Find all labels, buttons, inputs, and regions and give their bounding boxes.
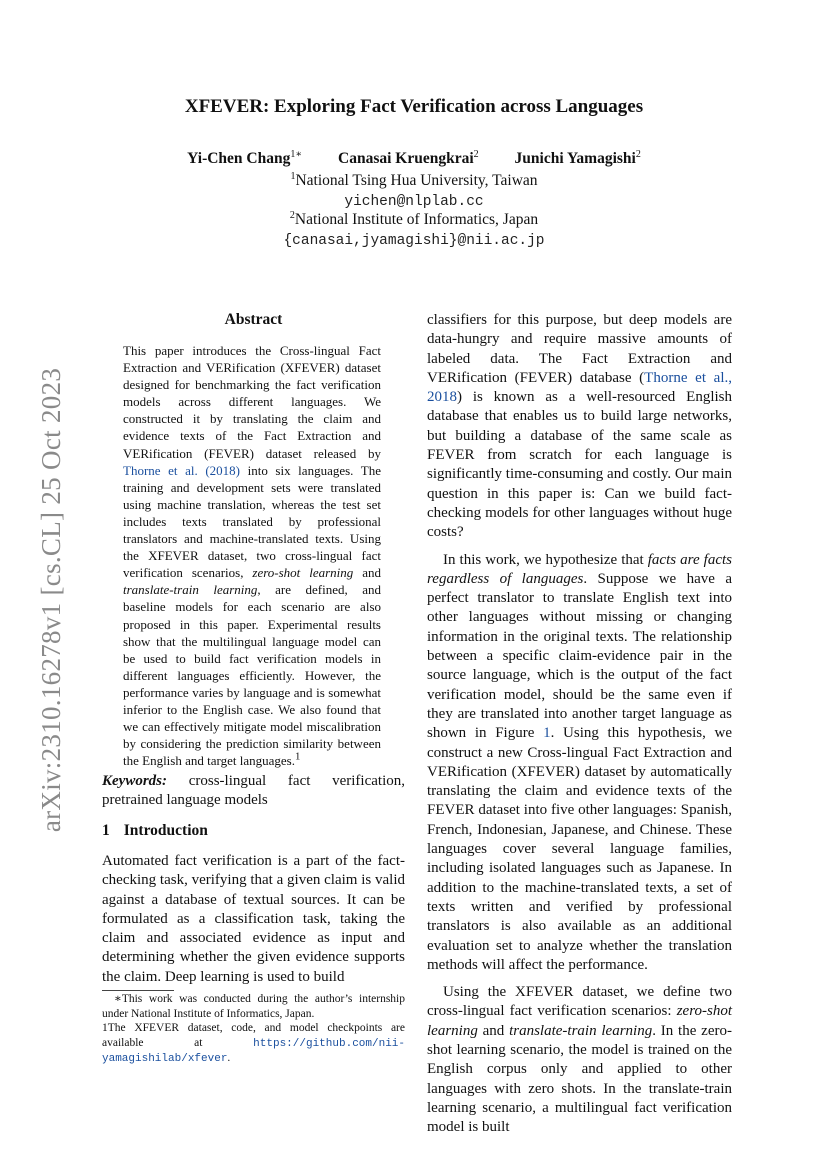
figure-ref-link[interactable]: 1	[543, 725, 551, 742]
section-heading: 1 Introduction	[102, 822, 208, 839]
author-list	[0, 150, 828, 168]
author-3: Junichi Yamagishi$^2$	[514, 148, 641, 167]
intro-paragraph: Automated fact verification is a part of the fact-checking task, verifying that a given claim is valid against a database of textual sources. It can be formulated as a classification task, taking the claim and associated evidence as input and determining whether the given evidence supports the claim. Deep learning is used to build	[102, 853, 405, 985]
footnotes	[102, 992, 405, 1067]
paragraph-2: In this work, we hypothesize that facts are facts regardless of languages. Suppose we have a perfect translator to translate English text into other languages without missing or changing information in the original texts. The relationship between a specific claim-evidence pair in the source language, which is the output of the fact verification model, should be the same even if they are translated into another target language as shown in Figure 1. Using this hypothesis, we construct a new Cross-lingual Fact Extraction and VERification (XFEVER) dataset by automatically translating the claim and evidence texts of the FEVER dataset into five other languages: Spanish, French, Indonesian, Japanese, and Chinese. These languages cover several language families, including isolated languages such as Japanese. In addition to the machine-translated texts, a set of texts written and verified by professional translators is also available as an additional evaluation set to analyze whether the translation methods will affect the performance.	[427, 551, 733, 973]
author-2: Canasai Kruengkrai$^2$	[338, 148, 479, 167]
right-column	[427, 311, 732, 1137]
arxiv-identifier: arXiv:2310.16278v1 [cs.CL] 25 Oct 2023	[36, 367, 66, 833]
author-1: Yi-Chen Chang$^{1∗}$	[187, 148, 303, 167]
paper-title: XFEVER: Exploring Fact Verification across Languages	[184, 96, 644, 117]
citation-link[interactable]: Thorne et al., 2018	[427, 369, 733, 406]
abstract-body: This paper introduces the Cross-lingual Fact Extraction and VERification (XFEVER) dataset designed for benchmarking the fact verification models across different languages. We constructed it by translating the claim and evidence texts of the Fact Extraction and VERification (FEVER) dataset released by Thorne et al. (2018) into six languages. The training and development sets were translated using machine translation, whereas the test set includes texts translated by professional translators and machine-translated texts. Using the XFEVER dataset, two cross-lingual fact verification scenarios, zero-shot learning and translate-train learning, are defined, and baseline models for each scenario are also proposed in this paper. Experimental results show that the multilingual language model can be used to build fact verification models in different languages efficiently. However, the performance varies by language and is somewhat inferior to the English case. We also found that we can effectively mitigate model miscalibration by considering the prediction similarity between the English and target languages.$^1$	[123, 343, 381, 769]
footnote-1: ∗This work was conducted during the author’s internship under National Institute of Informatics, Japan.	[102, 993, 405, 1020]
footnote-2: 1The XFEVER dataset, code, and model checkpoints are available at https://github.com/nii-yamagishilab/xfever.	[102, 1022, 405, 1066]
footnote-divider	[102, 990, 174, 991]
citation-link[interactable]: Thorne et al. (2018)	[123, 462, 240, 478]
repo-link[interactable]: https://github.com/nii-yamagishilab/xfever	[102, 1037, 405, 1066]
keywords: Keywords: cross-lingual fact verification, pretrained language models	[102, 773, 405, 809]
affiliation-2: $^2$National Institute of Informatics, Japan	[289, 209, 539, 228]
footnote-mark[interactable]: 1	[294, 750, 301, 763]
email-1[interactable]: yichen@nlplab.cc	[344, 194, 484, 210]
paragraph-1: classifiers for this purpose, but deep models are data-hungry and require massive amounts of labeled data. The Fact Extraction and VERification (FEVER) database (Thorne et al., 2018) is known as a well-resourced English database that enables us to build large networks, but building a database of the same scale as FEVER from scratch for each language is significantly time-consuming and costly. Our main question in this paper is: Can we build fact-checking models for other languages without huge costs?	[427, 312, 733, 541]
affiliation-1: $^1$National Tsing Hua University, Taiwan	[290, 170, 538, 189]
paragraph-3: Using the XFEVER dataset, we define two cross-lingual fact verification scenarios: zero-shot learning and translate-train learning. In the zero-shot learning scenario, the model is trained on the English corpus only and applied to other languages with zero shots. In the translate-train learning scenario, a multilingual fact verification model is built	[427, 984, 732, 1136]
abstract-heading: Abstract	[224, 311, 283, 328]
email-2[interactable]: {canasai,jyamagishi}@nii.ac.jp	[283, 233, 545, 249]
